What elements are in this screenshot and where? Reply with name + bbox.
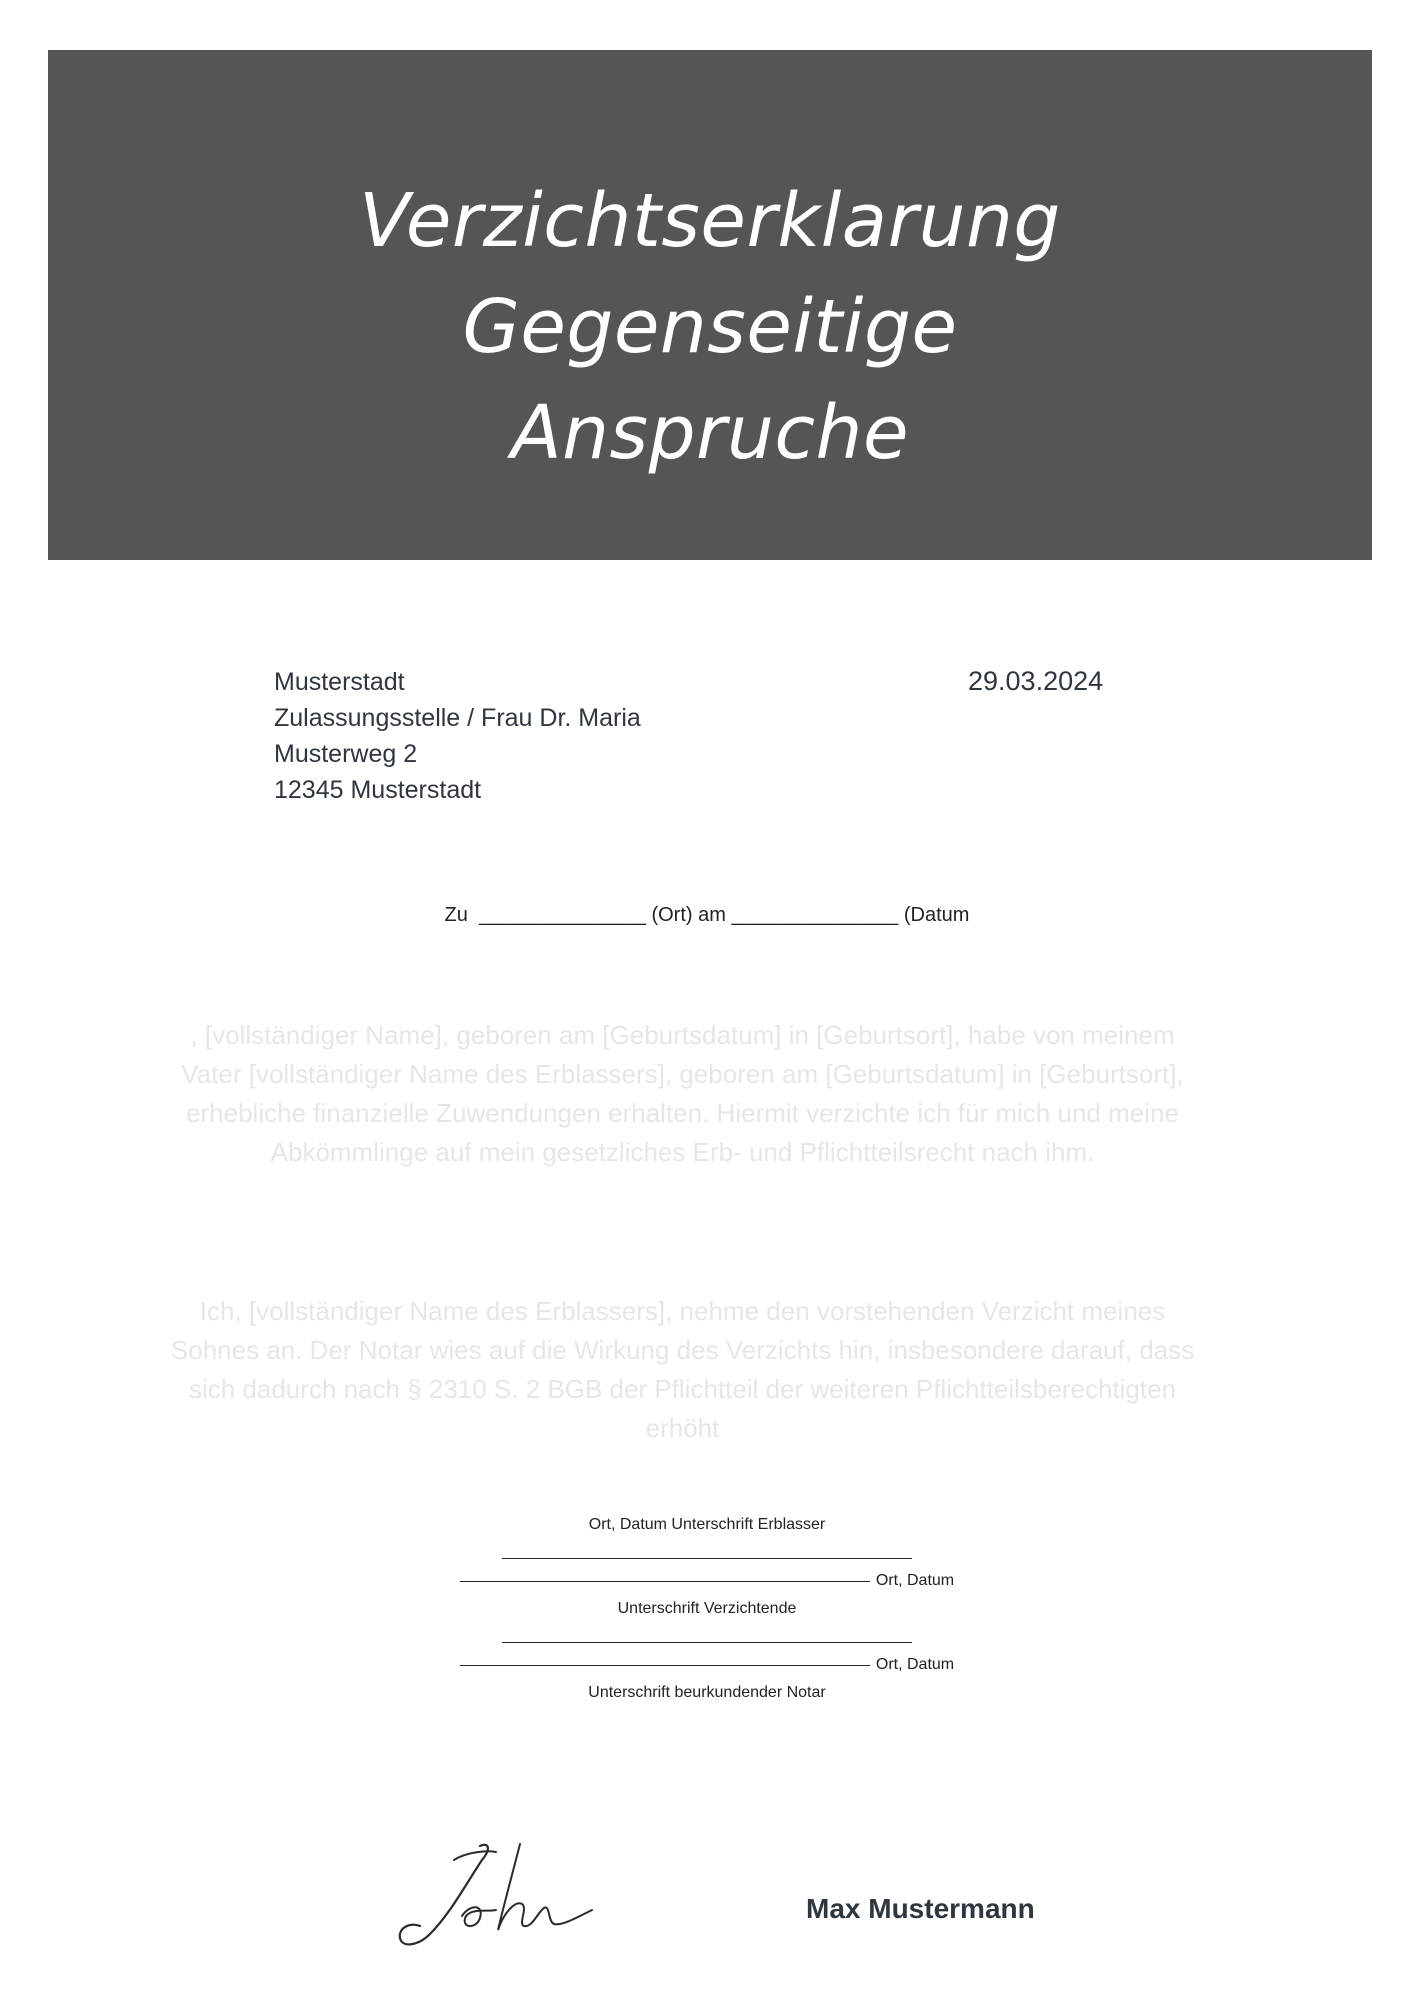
title-line-2: Gegenseitige xyxy=(462,284,958,370)
address-line-4: 12345 Musterstadt xyxy=(274,776,482,804)
signature-line-2 xyxy=(0,1630,1414,1648)
title-line-3: Anspruche xyxy=(511,390,909,476)
label-erblasser: Ort, Datum Unterschrift Erblasser xyxy=(588,1516,826,1533)
document-date: 29.03.2024 xyxy=(968,666,1104,696)
date-blank: _______________ xyxy=(731,904,899,926)
ort-datum-label-1: Ort, Datum xyxy=(875,1572,955,1589)
location-middle: (Ort) am xyxy=(651,904,726,926)
ort-datum-label-2: Ort, Datum xyxy=(875,1656,955,1673)
ort-datum-line xyxy=(460,1580,870,1582)
title-banner xyxy=(48,50,1372,560)
location-prefix: Zu xyxy=(444,904,468,926)
recipient-address xyxy=(274,664,641,808)
signature-line xyxy=(502,1557,912,1559)
ort-datum-row-2 xyxy=(0,1656,1414,1674)
document-title xyxy=(48,168,1372,486)
signature-line-1 xyxy=(0,1546,1414,1564)
title-line-1: Verzichtserklarung xyxy=(359,178,1061,264)
location-date-line xyxy=(0,904,1414,927)
address-line-2: Zulassungsstelle / Frau Dr. Maria xyxy=(274,704,641,732)
signer-name: Max Mustermann xyxy=(806,1893,1035,1924)
location-suffix: (Datum xyxy=(903,904,970,926)
body-paragraph-1: , [vollständiger Name], geboren am [Geburtsdatum] in [Geburtsort], habe von meinem Vater [vollständiger Name des Erblassers], geboren am [Geburtsdatum] in [Geburtsort], erhebliche finanzielle Zuwendungen erhalten. Hiermit verzichte ich für mich und meine Abkömmlinge auf mein gesetzliches Erb- und Pflichtteilsrecht nach ihm. xyxy=(181,1020,1184,1167)
handwritten-signature xyxy=(392,1838,602,1958)
address-line-1: Musterstadt xyxy=(274,668,405,696)
ort-datum-row-1 xyxy=(0,1572,1414,1590)
address-line-3: Musterweg 2 xyxy=(274,740,418,768)
signature-line xyxy=(502,1641,912,1643)
ort-datum-line xyxy=(460,1664,870,1666)
location-blank: _______________ xyxy=(479,904,646,926)
label-notar: Unterschrift beurkundender Notar xyxy=(588,1684,826,1701)
label-verzichtende: Unterschrift Verzichtende xyxy=(617,1600,797,1617)
body-paragraph-2: Ich, [vollständiger Name des Erblassers], nehme den vorstehenden Verzicht meines Sohnes an. Der Notar wies auf die Wirkung des Verzichts hin, insbesondere darauf, dass sich dadurch nach § 2310 S. 2 BGB der Pflichtteil der weiteren Pflichtteilsberechtigten erhöht xyxy=(170,1296,1195,1443)
